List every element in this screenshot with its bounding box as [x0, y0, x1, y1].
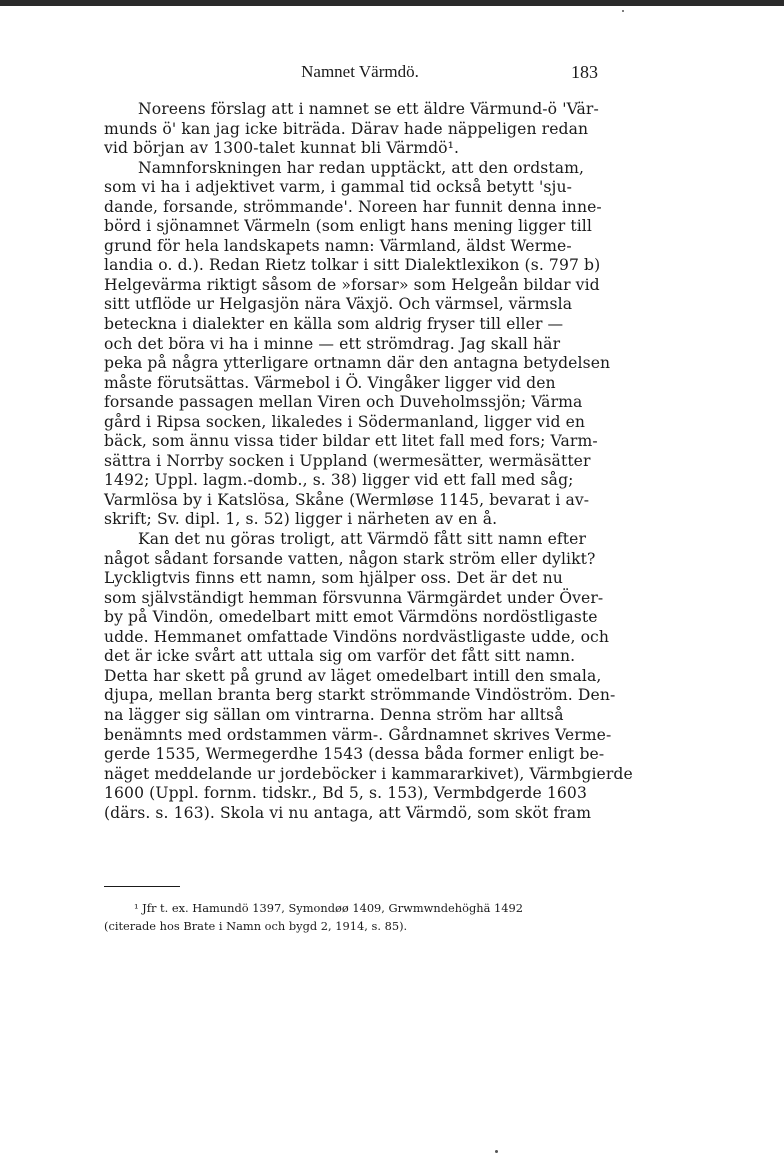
page-top-edge: [0, 0, 784, 6]
text-line: gerde 1535, Wermegerdhe 1543 (dessa båda former enligt be-: [104, 745, 605, 764]
text-line: by på Vindön, omedelbart mitt emot Värmdöns nordöstligaste: [104, 608, 598, 627]
text-line: och det böra vi ha i minne — ett strömdrag. Jag skall här: [104, 334, 561, 353]
text-line: forsande passagen mellan Viren och Duveholmssjön; Värma: [104, 393, 583, 412]
text-line: som vi ha i adjektivet varm, i gammal tid också betytt 'sju-: [104, 178, 572, 197]
text-line: Helgevärma riktigt såsom de »forsar» som Helgeån bildar vid: [104, 275, 600, 294]
paragraph-1: [104, 100, 612, 159]
footnote-divider: [104, 886, 180, 887]
footnote-line: (citerade hos Brate i Namn och bygd 2, 1914, s. 85).: [104, 919, 408, 933]
paragraph-2: [104, 159, 612, 530]
text-line: måste förutsättas. Värmebol i Ö. Vingåker ligger vid den: [104, 373, 556, 392]
paper-speck: [622, 10, 624, 12]
footnote-line: ¹ Jfr t. ex. Hamundö 1397, Symondøø 1409, Grwmwndehöghä 1492: [134, 901, 523, 915]
text-line: na lägger sig sällan om vintrarna. Denna ström har alltså: [104, 705, 564, 724]
text-line: landia o. d.). Redan Rietz tolkar i sitt Dialektlexikon (s. 797 b): [104, 256, 601, 275]
text-line: sättra i Norrby socken i Uppland (wermesätter, wermäsätter: [104, 451, 591, 470]
text-line: skrift; Sv. dipl. 1, s. 52) ligger i närheten av en å.: [104, 510, 498, 529]
page-number: 183: [571, 62, 598, 82]
footnote: [104, 899, 614, 935]
text-line: udde. Hemmanet omfattade Vindöns nordvästligaste udde, och: [104, 627, 610, 646]
text-line: beteckna i dialekter en källa som aldrig fryser till eller —: [104, 315, 564, 334]
text-line: djupa, mellan branta berg starkt strömmande Vindöström. Den-: [104, 686, 616, 705]
text-line: 1600 (Uppl. fornm. tidskr., Bd 5, s. 153), Vermbdgerde 1603: [104, 784, 587, 803]
text-line: vid början av 1300-talet kunnat bli Värmdö¹.: [104, 139, 460, 158]
text-line: bäck, som ännu vissa tider bildar ett litet fall med fors; Varm-: [104, 432, 598, 451]
text-line: Lyckligtvis finns ett namn, som hjälper oss. Det är det nu: [104, 569, 563, 588]
text-line: benämnts med ordstammen värm-. Gårdnamnet skrives Verme-: [104, 725, 612, 744]
text-line: Varmlösa by i Katslösa, Skåne (Wermløse 1145, bevarat i av-: [104, 490, 590, 509]
body-text: [104, 100, 633, 823]
text-line: det är icke svårt att uttala sig om varför det fått sitt namn.: [104, 647, 576, 666]
text-line: gård i Ripsa socken, likaledes i Södermanland, ligger vid en: [104, 412, 586, 431]
text-line: börd i sjönamnet Värmeln (som enligt hans mening ligger till: [104, 217, 592, 236]
text-line: Namnforskningen har redan upptäckt, att den ordstam,: [138, 158, 585, 177]
page-header: [104, 62, 616, 84]
paragraph-3: [104, 530, 633, 823]
text-line: (därs. s. 163). Skola vi nu antaga, att Värmdö, som sköt fram: [104, 803, 592, 822]
text-line: sitt utflöde ur Helgasjön nära Växjö. Och värmsel, värmsla: [104, 295, 573, 314]
text-line: dande, forsande, strömmande'. Noreen har funnit denna inne-: [104, 197, 602, 216]
text-line: peka på några ytterligare ortnamn där den antagna betydelsen: [104, 354, 611, 373]
text-line: Detta har skett på grund av läget omedelbart intill den smala,: [104, 666, 602, 685]
text-line: 1492; Uppl. lagm.-domb., s. 38) ligger vid ett fall med såg;: [104, 471, 574, 490]
text-line: Noreens förslag att i namnet se ett äldre Värmund-ö 'Vär-: [138, 100, 599, 118]
text-line: något sådant forsande vatten, någon stark ström eller dylikt?: [104, 549, 596, 568]
text-line: näget meddelande ur jordeböcker i kammararkivet), Värmbgierde: [104, 764, 633, 783]
text-line: som självständigt hemman försvunna Värmgärdet under Över-: [104, 588, 604, 607]
text-line: munds ö' kan jag icke biträda. Därav hade näppeligen redan: [104, 119, 589, 138]
text-line: grund för hela landskapets namn: Värmland, äldst Werme-: [104, 236, 572, 255]
text-line: Kan det nu göras troligt, att Värmdö fått sitt namn efter: [138, 530, 587, 549]
running-title: Namnet Värmdö.: [301, 62, 419, 81]
paper-speck: [495, 1150, 498, 1153]
